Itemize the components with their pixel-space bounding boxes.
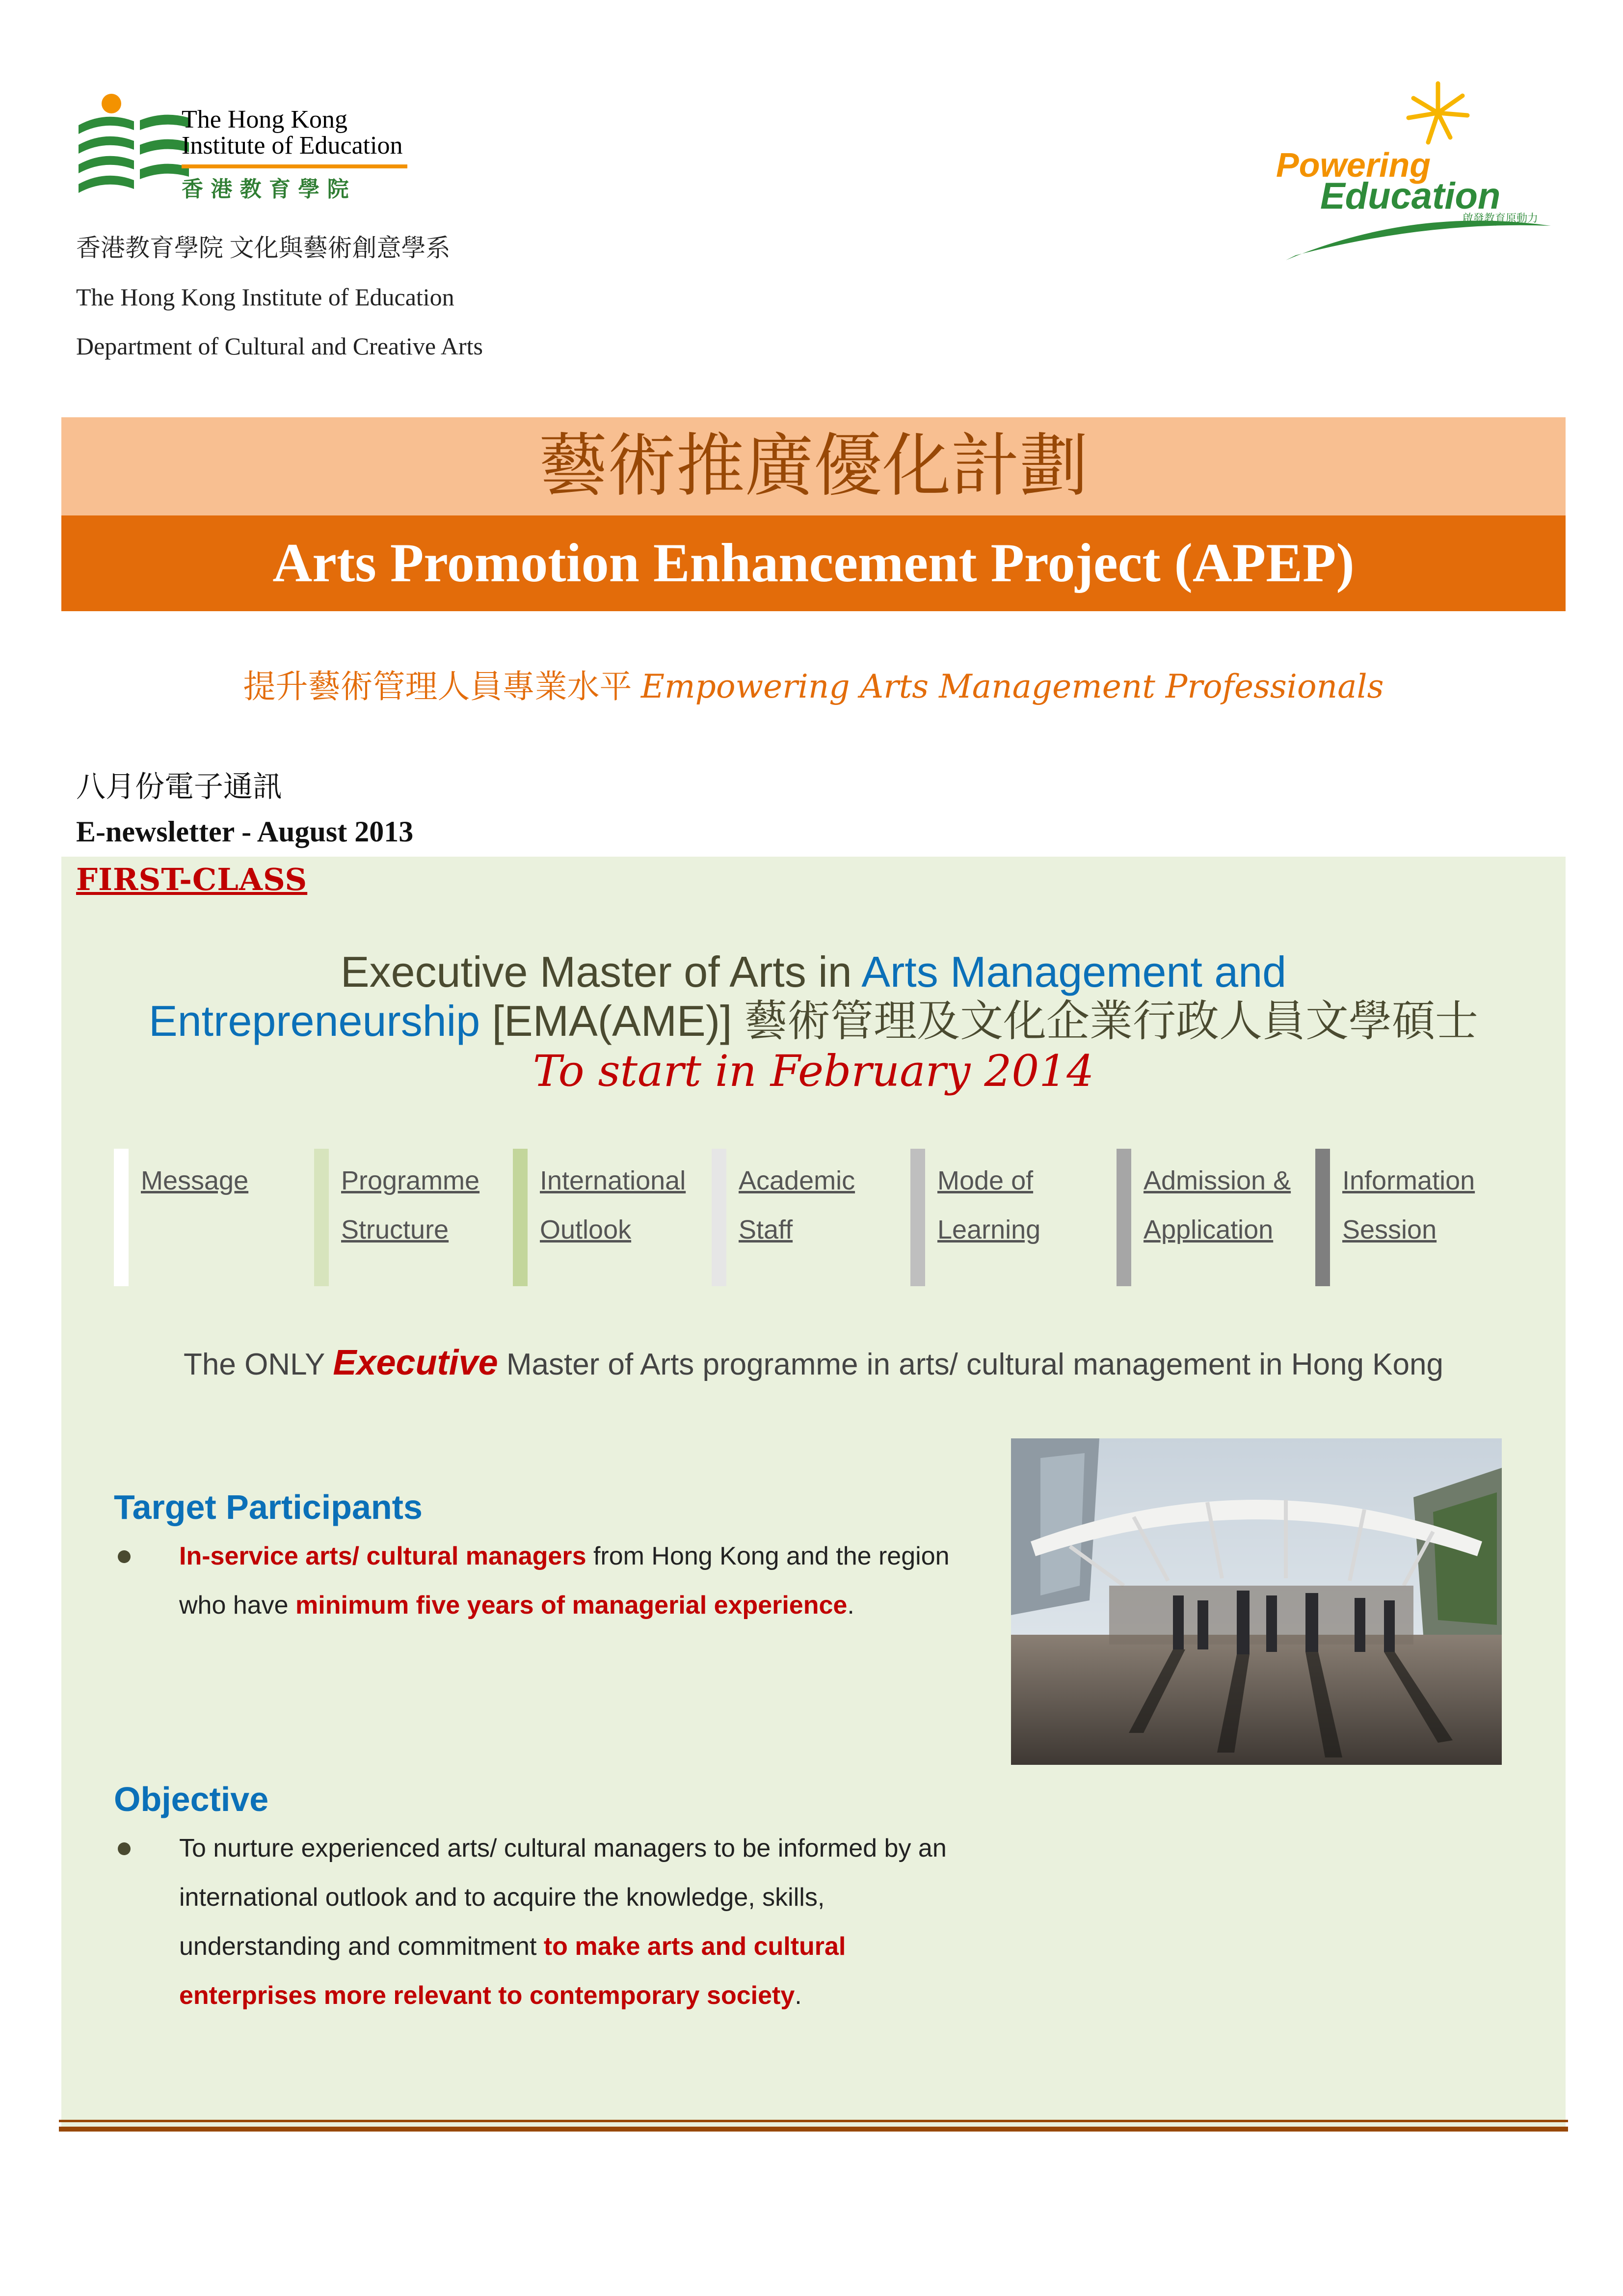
hkied-logo bbox=[76, 91, 410, 204]
tab-color-bar bbox=[513, 1149, 528, 1286]
newsletter-title-zh: 八月份電子通訊 bbox=[76, 770, 282, 803]
only-post: Master of Arts programme in arts/ cultural management in Hong Kong bbox=[498, 1348, 1443, 1381]
tab-label[interactable]: International Outlook bbox=[540, 1166, 686, 1244]
objective-text-3: . bbox=[795, 1981, 802, 2010]
only-pre: The ONLY bbox=[184, 1348, 333, 1381]
institution-line-en: The Hong Kong Institute of Education bbox=[76, 283, 454, 311]
institution-lines bbox=[76, 223, 483, 371]
target-participants-heading: Target Participants bbox=[114, 1488, 423, 1526]
target-participants-text bbox=[179, 1532, 955, 1630]
programme-title bbox=[61, 947, 1566, 1046]
tab-color-bar bbox=[314, 1149, 329, 1286]
tab-label[interactable]: Admission & Application bbox=[1144, 1166, 1291, 1244]
newsletter-title-en: E-newsletter - August 2013 bbox=[76, 815, 414, 848]
bullet-icon bbox=[118, 1550, 131, 1563]
tab-label[interactable]: Mode of Learning bbox=[937, 1166, 1041, 1244]
tab-color-bar bbox=[114, 1149, 129, 1286]
tab-color-bar bbox=[910, 1149, 925, 1286]
programme-title-zh: 藝術管理及文化企業行政人員文學碩士 bbox=[744, 996, 1478, 1046]
footer-rule-thin bbox=[59, 2120, 1568, 2122]
target-text-1: from Hong Kong and the region who have bbox=[179, 1542, 950, 1620]
campus-photo bbox=[1011, 1438, 1502, 1765]
logo-name-line2: Institute of Education bbox=[182, 132, 403, 160]
institution-line-zh: 香港教育學院 文化與藝術創意學系 bbox=[76, 234, 451, 262]
project-tagline bbox=[61, 660, 1566, 707]
tagline-zh: 提升藝術管理人員專業水平 bbox=[243, 668, 632, 704]
tab-color-bar bbox=[1117, 1149, 1131, 1286]
target-text-2: . bbox=[847, 1591, 854, 1620]
objective-text-1: To nurture experienced arts/ cultural managers to be informed by an international outlook and to acquire the knowledge, skills, understanding and commitment bbox=[179, 1834, 947, 1961]
only-programme-statement bbox=[61, 1343, 1566, 1383]
programme-title-part4: [EMA(AME)] bbox=[480, 997, 744, 1045]
objective-text bbox=[179, 1824, 984, 2020]
tab-label[interactable]: Message bbox=[141, 1166, 249, 1195]
powering-education-logo bbox=[1266, 79, 1561, 265]
programme-title-part1: Executive Master of Arts in bbox=[340, 947, 862, 996]
department-line: Department of Cultural and Creative Arts bbox=[76, 332, 483, 360]
logo-name-line1: The Hong Kong bbox=[182, 106, 347, 134]
only-emphasis: Executive bbox=[333, 1343, 498, 1382]
project-title-zh: 藝術推廣優化計劃 bbox=[538, 426, 1089, 506]
programme-title-part3: Entrepreneurship bbox=[149, 997, 480, 1045]
objective-heading: Objective bbox=[114, 1780, 269, 1818]
tab-label[interactable]: Programme Structure bbox=[341, 1166, 480, 1244]
logo-education-zh: 啟發教育原動力 bbox=[1463, 213, 1539, 225]
tagline-en: Empowering Arts Management Professionals bbox=[640, 668, 1384, 705]
logo-powering: Powering bbox=[1276, 146, 1431, 184]
tab-label[interactable]: Academic Staff bbox=[739, 1166, 855, 1244]
logo-name-zh: 香 港 教 育 學 院 bbox=[182, 177, 349, 202]
footer-rule-thick bbox=[59, 2127, 1568, 2132]
project-title-en: Arts Promotion Enhancement Project (APEP) bbox=[272, 533, 1355, 594]
bullet-icon bbox=[118, 1842, 131, 1855]
programme-title-part2: Arts Management and bbox=[861, 947, 1287, 996]
tab-label[interactable]: Information Session bbox=[1342, 1166, 1475, 1244]
tab-color-bar bbox=[1315, 1149, 1330, 1286]
section-label: FIRST-CLASS bbox=[76, 862, 308, 897]
target-emphasis-2: minimum five years of managerial experience bbox=[295, 1591, 848, 1620]
target-emphasis-1: In-service arts/ cultural managers bbox=[179, 1542, 586, 1570]
objective-emphasis: to make arts and cultural enterprises more relevant to contemporary society bbox=[179, 1932, 846, 2010]
programme-start-date: To start in February 2014 bbox=[532, 1046, 1094, 1096]
tab-color-bar bbox=[712, 1149, 726, 1286]
logo-education: Education bbox=[1320, 175, 1501, 217]
